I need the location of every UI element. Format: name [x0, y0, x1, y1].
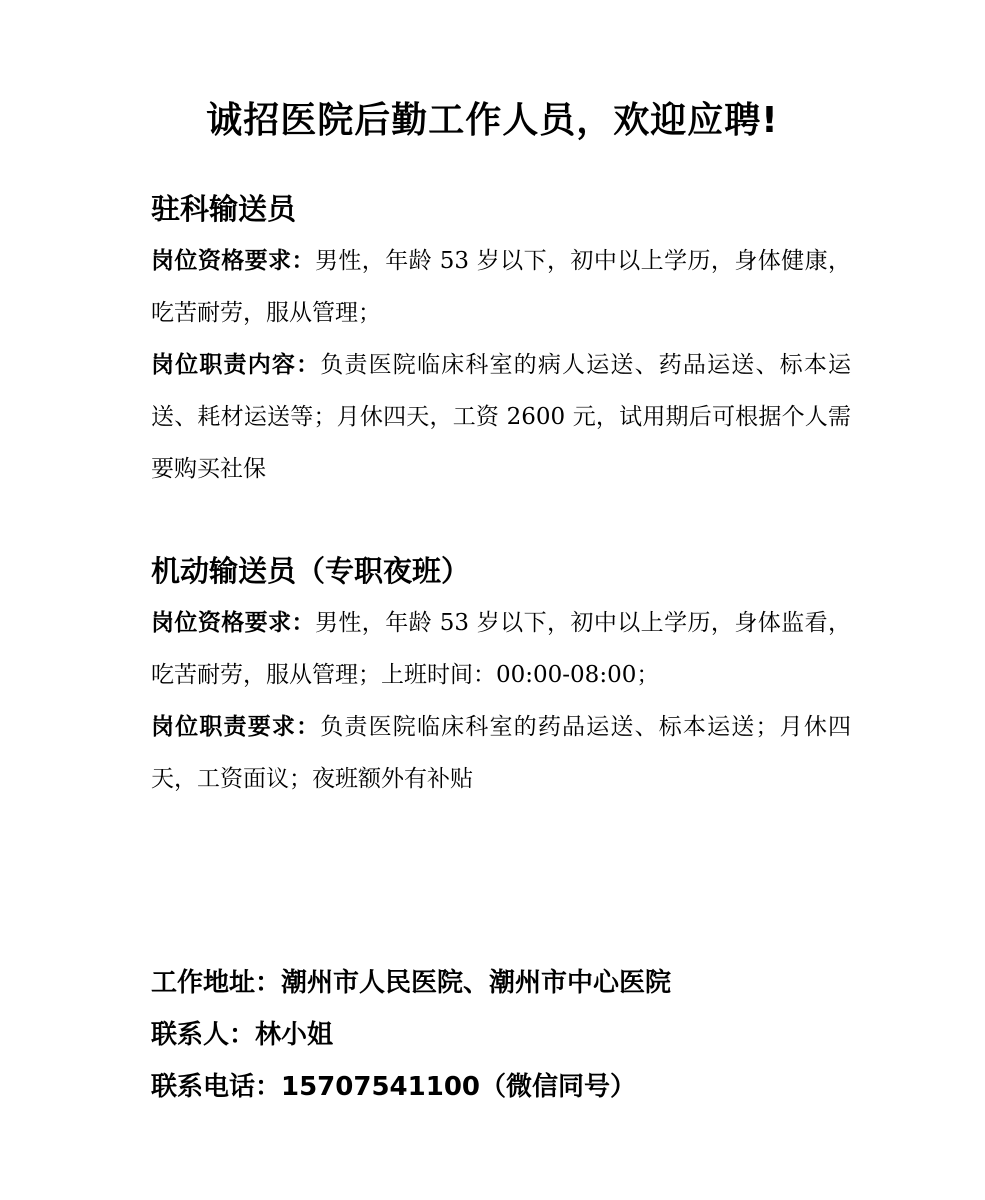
section-heading: 机动输送员（专职夜班）	[151, 554, 471, 588]
requirements-text: 男性，年龄 53 岁以下，初中以上学历，身体健康，吃苦耐劳，服从管理；	[151, 248, 852, 326]
duties-text: 负责医院临床科室的药品运送、标本运送；月休四天，工资面议；夜班额外有补贴	[151, 714, 852, 792]
work-address: 工作地址：潮州市人民医院、潮州市中心医院	[151, 968, 672, 998]
section-ward-transporter	[151, 183, 851, 495]
section-night-transporter	[151, 545, 851, 805]
requirements-label: 岗位资格要求：	[151, 609, 315, 636]
contact-person: 联系人：林小姐	[151, 1020, 334, 1050]
requirements-label: 岗位资格要求：	[151, 247, 315, 274]
section-heading: 驻科输送员	[151, 192, 297, 226]
requirements-paragraph	[151, 597, 851, 701]
requirements-text: 男性，年龄 53 岁以下，初中以上学历，身体监看，吃苦耐劳，服从管理；上班时间：00:00-08:00；	[151, 610, 852, 688]
duties-label: 岗位职责要求：	[151, 713, 321, 740]
duties-paragraph	[151, 701, 851, 805]
requirements-paragraph	[151, 235, 851, 339]
duties-paragraph	[151, 339, 851, 495]
duties-text: 负责医院临床科室的病人运送、药品运送、标本运送、耗材运送等；月休四天，工资 2600 元，试用期后可根据个人需要购买社保	[151, 352, 852, 482]
page-title: 诚招医院后勤工作人员，欢迎应聘!	[206, 100, 779, 141]
contact-block	[151, 957, 871, 1113]
contact-phone: 联系电话：15707541100（微信同号）	[151, 1072, 636, 1102]
duties-label: 岗位职责内容：	[151, 351, 321, 378]
